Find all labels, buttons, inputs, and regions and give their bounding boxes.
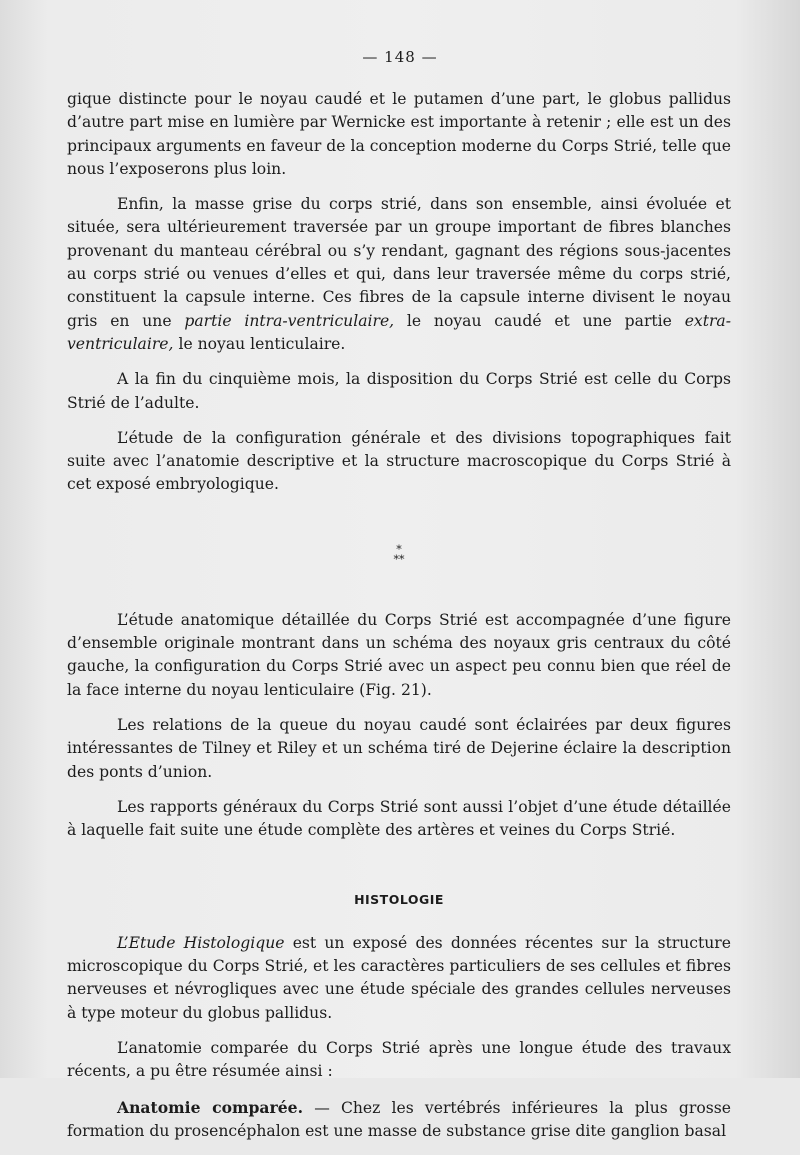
text-run: le noyau caudé et une partie xyxy=(406,311,672,330)
text-run: Enfin, la masse grise du corps strié, dans son ensemble, ainsi évoluée et située, sera ultérieurement traversée par un groupe important de fibres blanches provenant du manteau cérébral ou s’y rendant, gagnant des régions sous-jacentes au corps strié ou venues d’elles et qui, dans leur traversée même du corps strié, constituent la capsule interne. Ces fibres de la capsule interne divisent le noyau gris en une xyxy=(67,195,731,330)
paragraph-rapports: Les rapports généraux du Corps Strié sont aussi l’objet d’une étude détaillée à laquelle fait suite une étude complète des artères et veines du Corps Strié. xyxy=(67,797,731,840)
italic-run: partie intra-ventriculaire, xyxy=(184,311,395,330)
paragraph-configuration: L’étude de la configuration générale et des divisions topographiques fait suite avec l’anatomie descriptive et la structure macroscopique du Corps Strié à cet exposé embryologique. xyxy=(67,428,731,494)
paragraph-continuation: gique distincte pour le noyau caudé et le putamen d’une part, le globus pallidus d’autre part mise en lumière par Wernicke est importante à retenir ; elle est un des principaux arguments en faveur de la conception moderne du Corps Strié, telle que nous l’exposerons plus loin. xyxy=(67,90,731,178)
text-run: le noyau lenticulaire. xyxy=(178,334,346,353)
asterisk-top: * xyxy=(396,542,402,556)
italic-run: L’Etude Histologique xyxy=(117,933,285,952)
section-heading-histologie: HISTOLOGIE xyxy=(354,892,444,908)
paragraph-histologique xyxy=(67,932,731,1025)
bold-run: Anatomie comparée. xyxy=(117,1097,304,1117)
paragraph-anatomie-comparee xyxy=(67,1096,731,1144)
section-asterisks xyxy=(67,542,731,566)
paragraph-anatomie-comparee-intro: L’anatomie comparée du Corps Strié après une longue étude des travaux récents, a pu être résumée ainsi : xyxy=(67,1038,731,1081)
asterisk-bottom: ** xyxy=(393,552,405,566)
paragraph-capsule-interne xyxy=(67,193,731,356)
paragraph-queue-noyau: Les relations de la queue du noyau caudé sont éclairées par deux figures intéressantes de Tilney et Riley et un schéma tiré de Dejerine éclaire la description des ponts d’union. xyxy=(67,715,731,781)
page-number: — 148 — xyxy=(362,48,438,66)
page-body xyxy=(67,88,731,1155)
text-run: est un exposé des données récentes sur la structure microscopique du Corps Strié, et les caractères particuliers de ses cellules et fibres nerveuses et névrogliques avec une étude spéciale des grandes cellules nerveuses à type moteur du globus pallidus. xyxy=(67,933,731,1022)
paragraph-cinquieme-mois: A la fin du cinquième mois, la disposition du Corps Strié est celle du Corps Strié de l’adulte. xyxy=(67,370,731,412)
text-run: — Chez les vertébrés inférieures la plus grosse formation du prosencéphalon est une masse de substance grise dite ganglion basal xyxy=(67,1098,731,1140)
paragraph-etude-anatomique: L’étude anatomique détaillée du Corps Strié est accompagnée d’une figure d’ensemble originale montrant dans un schéma des noyaux gris centraux du côté gauche, la configuration du Corps Strié avec un aspect peu connu bien que réel de la face interne du noyau lenticulaire (Fig. 21). xyxy=(67,610,731,699)
italic-run: extra-ventriculaire, xyxy=(67,311,731,353)
